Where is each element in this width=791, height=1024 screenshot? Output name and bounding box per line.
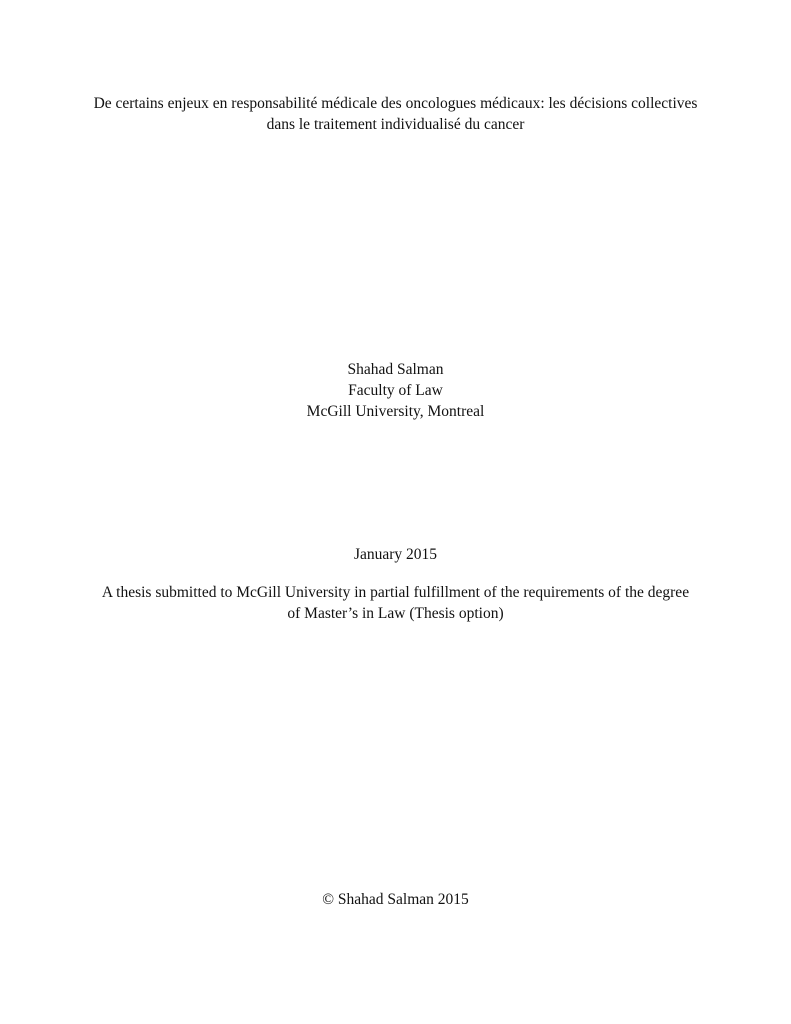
statement-line-2: of Master’s in Law (Thesis option) bbox=[287, 605, 504, 622]
author-name: Shahad Salman bbox=[347, 361, 444, 378]
author-faculty: Faculty of Law bbox=[348, 382, 443, 399]
submission-statement bbox=[0, 582, 791, 624]
copyright-notice bbox=[0, 889, 791, 910]
statement-line-1: A thesis submitted to McGill University in partial fulfillment of the requirements of the degree bbox=[101, 584, 690, 601]
thesis-title-line-2: dans le traitement individualisé du cancer bbox=[266, 116, 525, 133]
copyright-text: © Shahad Salman 2015 bbox=[322, 891, 469, 908]
thesis-title bbox=[0, 93, 791, 135]
thesis-title-line-1: De certains enjeux en responsabilité médicale des oncologues médicaux: les décisions collectives bbox=[93, 95, 698, 112]
submission-date bbox=[0, 544, 791, 565]
date-text: January 2015 bbox=[353, 546, 438, 563]
author-block bbox=[0, 359, 791, 422]
author-institution: McGill University, Montreal bbox=[306, 403, 485, 420]
